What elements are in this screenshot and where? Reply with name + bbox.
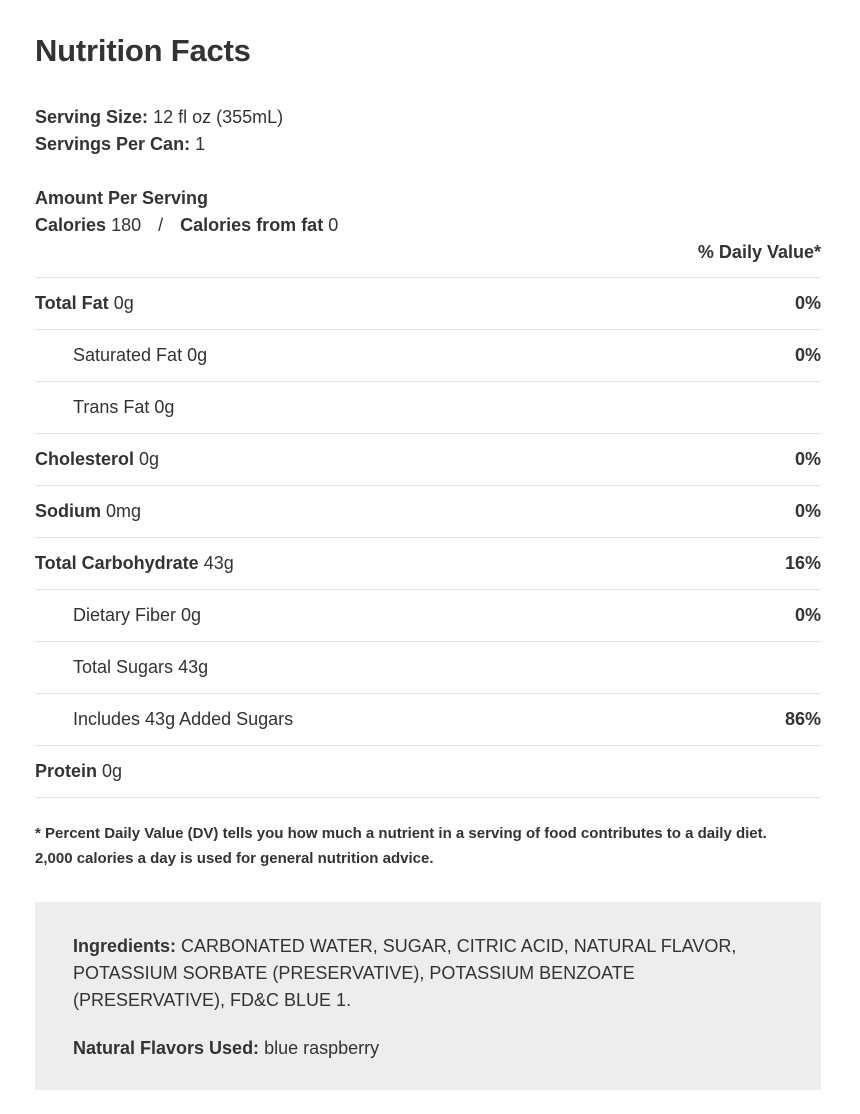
nutrient-amount: 0mg (106, 501, 142, 521)
nutrient-row (35, 434, 821, 486)
nutrient-amount: 0g (113, 293, 134, 313)
nutrient-name: Cholesterol (35, 449, 135, 469)
nutrient-table (35, 278, 821, 798)
ingredients-box (35, 902, 821, 1090)
nutrient-amount: 0g (181, 605, 202, 625)
footnote-line: 2,000 calories a day is used for general nutrition advice. (35, 850, 434, 867)
nutrient-dv: 0% (794, 501, 821, 521)
serving-info (35, 104, 821, 158)
nutrient-row (35, 694, 821, 746)
servings-per-can (35, 131, 821, 158)
nutrient-row (35, 590, 821, 642)
nutrient-row (35, 538, 821, 590)
nutrient-row (35, 486, 821, 538)
nutrient-dv: 16% (784, 553, 821, 573)
nutrient-name: Sodium (35, 501, 101, 521)
serving-size (35, 104, 821, 131)
servings-per-can-value: 1 (195, 134, 206, 154)
nutrient-amount: 43g (178, 657, 209, 677)
natural-flavors-value: blue raspberry (264, 1038, 380, 1058)
calories-label: Calories (35, 215, 107, 235)
nutrient-amount: 0g (154, 397, 175, 417)
nutrient-name: Total Carbohydrate (35, 553, 199, 573)
nutrient-row (35, 278, 821, 330)
page-title: Nutrition Facts (35, 33, 251, 68)
nutrient-amount: 0g (139, 449, 160, 469)
nutrient-row (35, 330, 821, 382)
ingredients-text: CARBONATED WATER, SUGAR, CITRIC ACID, NATURAL FLAVOR, POTASSIUM SORBATE (PRESERVATIVE), POTASSIUM BENZOATE (PRESERVATIVE), FD&C BLUE 1. (73, 936, 737, 1010)
nutrient-name: Dietary Fiber (73, 605, 177, 625)
calories-separator: / (158, 215, 164, 235)
natural-flavors (73, 1035, 783, 1062)
calories-from-fat-value: 0 (328, 215, 339, 235)
nutrient-dv: 0% (794, 605, 821, 625)
calories-value: 180 (111, 215, 142, 235)
nutrient-row (35, 382, 821, 434)
nutrient-name: Total Fat (35, 293, 109, 313)
nutrient-amount: 43g (203, 553, 234, 573)
serving-size-value: 12 fl oz (355mL) (153, 107, 284, 127)
nutrient-dv: 0% (794, 345, 821, 365)
ingredients-list (73, 933, 783, 1014)
nutrient-name: Saturated Fat (73, 345, 183, 365)
nutrient-name: Protein (35, 761, 98, 781)
amount-header: Amount Per Serving (35, 188, 209, 208)
nutrient-dv: 0% (794, 293, 821, 313)
nutrient-row (35, 746, 821, 798)
nutrient-dv: 0% (794, 449, 821, 469)
natural-flavors-label: Natural Flavors Used: (73, 1038, 260, 1058)
daily-value-header: % Daily Value* (35, 239, 821, 278)
nutrient-name: Includes 43g Added Sugars (73, 709, 294, 729)
ingredients-label: Ingredients: (73, 936, 177, 956)
nutrient-name: Total Sugars (73, 657, 174, 677)
footnote-line: * Percent Daily Value (DV) tells you how much a nutrient in a serving of food contributes to a daily diet. (35, 825, 767, 842)
nutrient-amount: 0g (187, 345, 208, 365)
nutrient-dv: 86% (784, 709, 821, 729)
nutrient-amount: 0g (102, 761, 123, 781)
servings-per-can-label: Servings Per Can: (35, 134, 191, 154)
nutrient-row (35, 642, 821, 694)
daily-value-footnote (35, 821, 821, 871)
nutrient-name: Trans Fat (73, 397, 150, 417)
calories-from-fat-label: Calories from fat (180, 215, 324, 235)
amount-per-serving (35, 185, 821, 239)
serving-size-label: Serving Size: (35, 107, 149, 127)
calories-line (35, 212, 821, 239)
